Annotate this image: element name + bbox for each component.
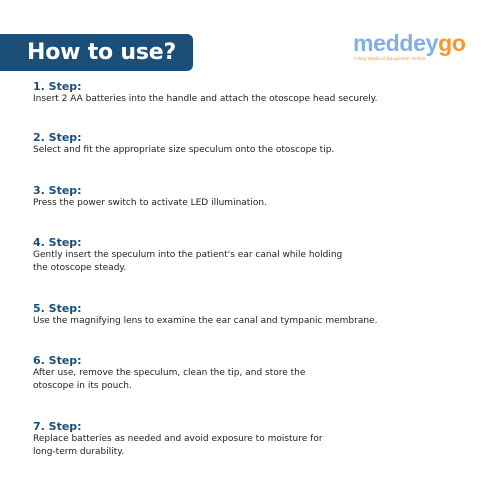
step-text: Replace batteries as needed and avoid exposure to moisture for long-term durability. [33,434,323,457]
step-title: 3. Step: [33,184,82,197]
step-title: 1. Step: [33,80,82,93]
header-banner [0,34,193,71]
step-item-5 [33,302,483,328]
logo-word-part2: ey [413,30,439,56]
step-item-6 [33,354,483,393]
step-title: 7. Step: [33,420,82,433]
step-text: After use, remove the speculum, clean the tip, and store the otoscope in its pouch. [33,368,306,391]
logo-word-part3: go [438,30,466,56]
brand-logo [353,31,483,65]
logo-word-part1: medd [353,30,414,56]
step-text: Gently insert the speculum into the patient's ear canal while holding the otoscope steady. [33,250,343,273]
logo-tagline: A Buy Medical Equipment Online [354,56,426,61]
step-item-3 [33,184,483,210]
step-item-1 [33,80,483,106]
logo-wordmark [353,31,466,55]
step-item-4 [33,236,483,275]
step-title: 6. Step: [33,354,82,367]
step-title: 4. Step: [33,236,82,249]
step-text: Select and fit the appropriate size speculum onto the otoscope tip. [33,145,335,155]
step-title: 2. Step: [33,131,82,144]
step-title: 5. Step: [33,302,82,315]
page-title: How to use? [27,40,177,65]
step-text: Insert 2 AA batteries into the handle and attach the otoscope head securely. [33,94,378,104]
step-item-2 [33,131,483,157]
step-item-7 [33,420,483,459]
step-text: Use the magnifying lens to examine the ear canal and tympanic membrane. [33,316,378,326]
step-text: Press the power switch to activate LED illumination. [33,198,267,208]
